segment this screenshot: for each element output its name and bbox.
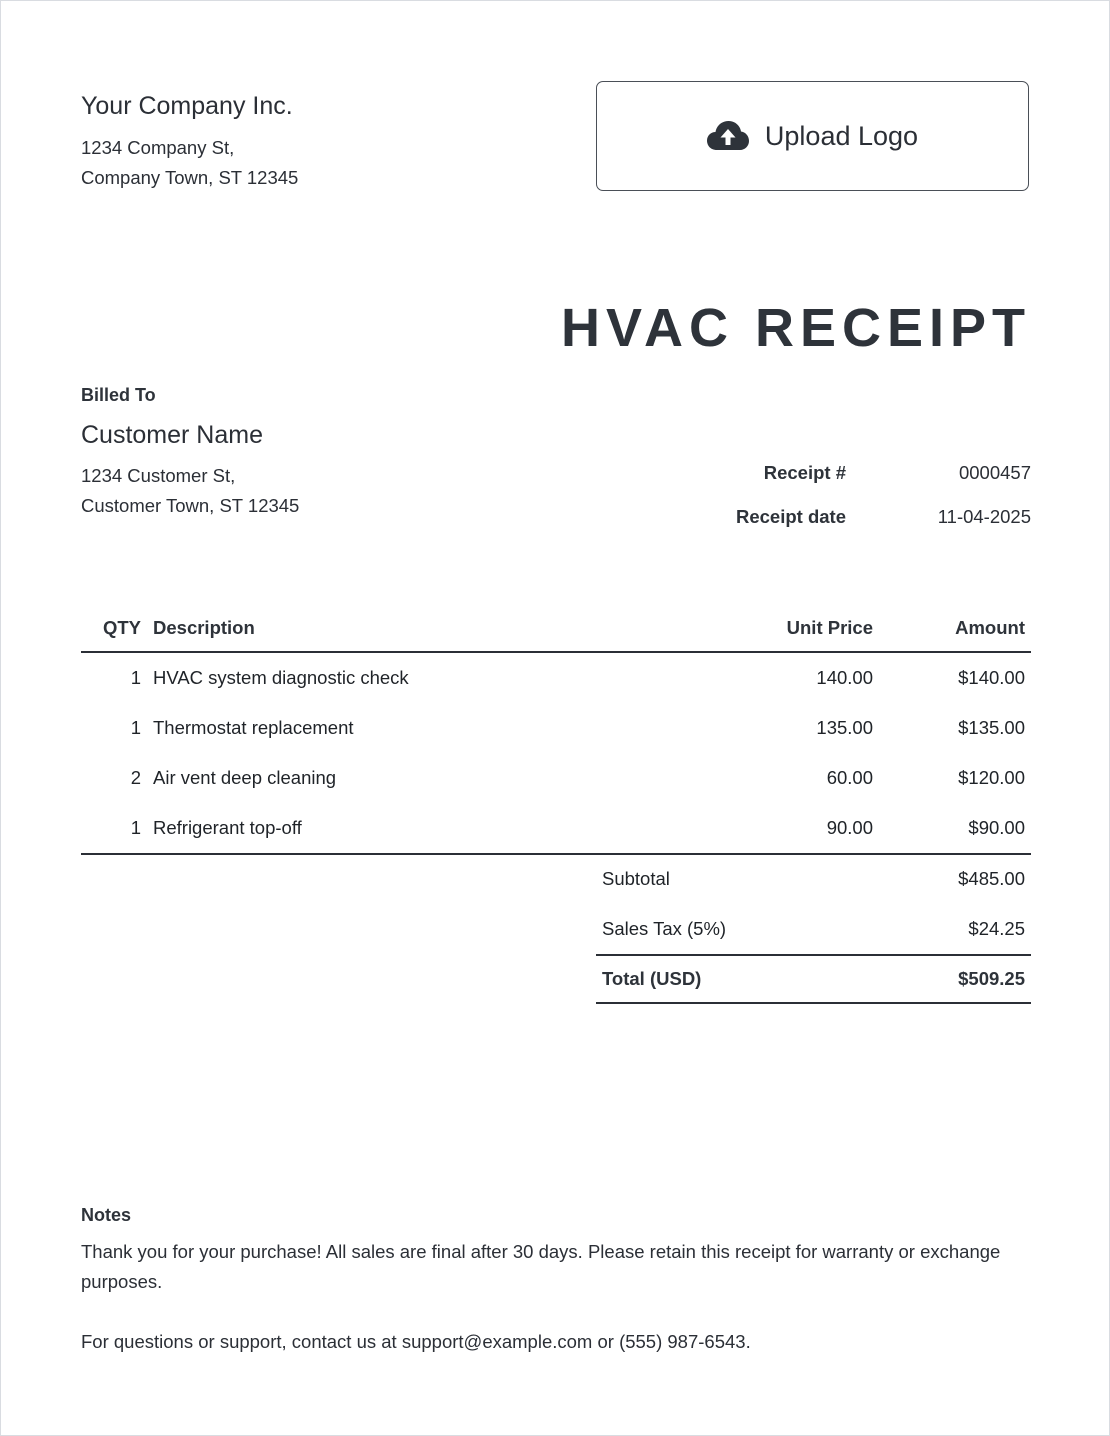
subtotal-value: $485.00 xyxy=(958,868,1025,889)
row-qty[interactable]: 1 xyxy=(81,803,147,854)
table-row[interactable] xyxy=(81,703,1031,753)
row-qty[interactable]: 1 xyxy=(130,667,141,688)
row-amount: $90.00 xyxy=(879,803,1031,854)
notes-label: Notes xyxy=(81,1205,132,1225)
receipt-number-value[interactable]: 0000457 xyxy=(958,462,1031,483)
tax-label[interactable]: Sales Tax (5%) xyxy=(602,918,727,939)
company-address-line1: 1234 Company St, xyxy=(81,137,235,158)
customer-name[interactable]: Customer Name xyxy=(81,421,263,449)
row-amount: $140.00 xyxy=(958,667,1025,688)
receipt-number-label: Receipt # xyxy=(763,462,846,483)
document-title[interactable]: HVAC RECEIPT xyxy=(560,298,1031,358)
unit-price-header: Unit Price xyxy=(697,605,879,652)
table-row[interactable] xyxy=(81,803,1031,854)
company-address[interactable] xyxy=(81,133,298,193)
upload-logo-button[interactable] xyxy=(596,81,1029,191)
notes-contact[interactable]: For questions or support, contact us at support@example.com or (555) 987-6543. xyxy=(81,1331,751,1352)
receipt-meta xyxy=(601,451,1031,539)
customer-address-line1: 1234 Customer St, xyxy=(81,465,236,486)
subtotal-row xyxy=(596,854,1031,904)
tax-value: $24.25 xyxy=(968,918,1025,939)
billed-to-label: Billed To xyxy=(81,385,156,405)
totals-block xyxy=(596,854,1031,1004)
notes-block xyxy=(81,1203,1031,1357)
row-unit-price[interactable]: 90.00 xyxy=(697,803,879,854)
receipt-date-label: Receipt date xyxy=(735,506,846,527)
table-row[interactable] xyxy=(81,753,1031,803)
total-label: Total (USD) xyxy=(602,968,702,989)
table-row[interactable] xyxy=(81,652,1031,703)
receipt-date-value[interactable]: 11-04-2025 xyxy=(937,506,1031,527)
total-value: $509.25 xyxy=(958,968,1025,989)
qty-header: QTY xyxy=(81,605,147,652)
description-header: Description xyxy=(147,605,697,652)
row-description[interactable]: Thermostat replacement xyxy=(153,717,354,738)
receipt-date-row xyxy=(601,495,1031,539)
row-unit-price[interactable]: 140.00 xyxy=(816,667,873,688)
row-amount: $120.00 xyxy=(958,767,1025,788)
table-header-row xyxy=(81,605,1031,652)
total-row xyxy=(596,954,1031,1004)
cloud-upload-icon xyxy=(707,120,749,152)
amount-header: Amount xyxy=(879,605,1031,652)
customer-address-line2: Customer Town, ST 12345 xyxy=(81,495,300,516)
row-description[interactable]: HVAC system diagnostic check xyxy=(153,667,409,688)
company-name[interactable]: Your Company Inc. xyxy=(81,92,293,120)
row-description[interactable]: Air vent deep cleaning xyxy=(153,767,337,788)
tax-row xyxy=(596,904,1031,954)
row-qty[interactable]: 2 xyxy=(130,767,141,788)
row-description[interactable]: Refrigerant top-off xyxy=(147,803,697,854)
upload-logo-label: Upload Logo xyxy=(764,120,919,151)
row-unit-price[interactable]: 60.00 xyxy=(826,767,873,788)
receipt-number-row xyxy=(601,451,1031,495)
subtotal-label: Subtotal xyxy=(602,868,670,889)
notes-text[interactable]: Thank you for your purchase! All sales are final after 30 days. Please retain this receipt for warranty or exchange purposes. xyxy=(81,1241,1001,1292)
company-address-line2: Company Town, ST 12345 xyxy=(81,167,299,188)
line-items-table xyxy=(81,605,1031,855)
row-unit-price[interactable]: 135.00 xyxy=(816,717,873,738)
billed-to-block xyxy=(81,383,299,521)
customer-address[interactable] xyxy=(81,461,299,521)
company-block xyxy=(81,89,298,193)
row-amount: $135.00 xyxy=(958,717,1025,738)
row-qty[interactable]: 1 xyxy=(130,717,141,738)
